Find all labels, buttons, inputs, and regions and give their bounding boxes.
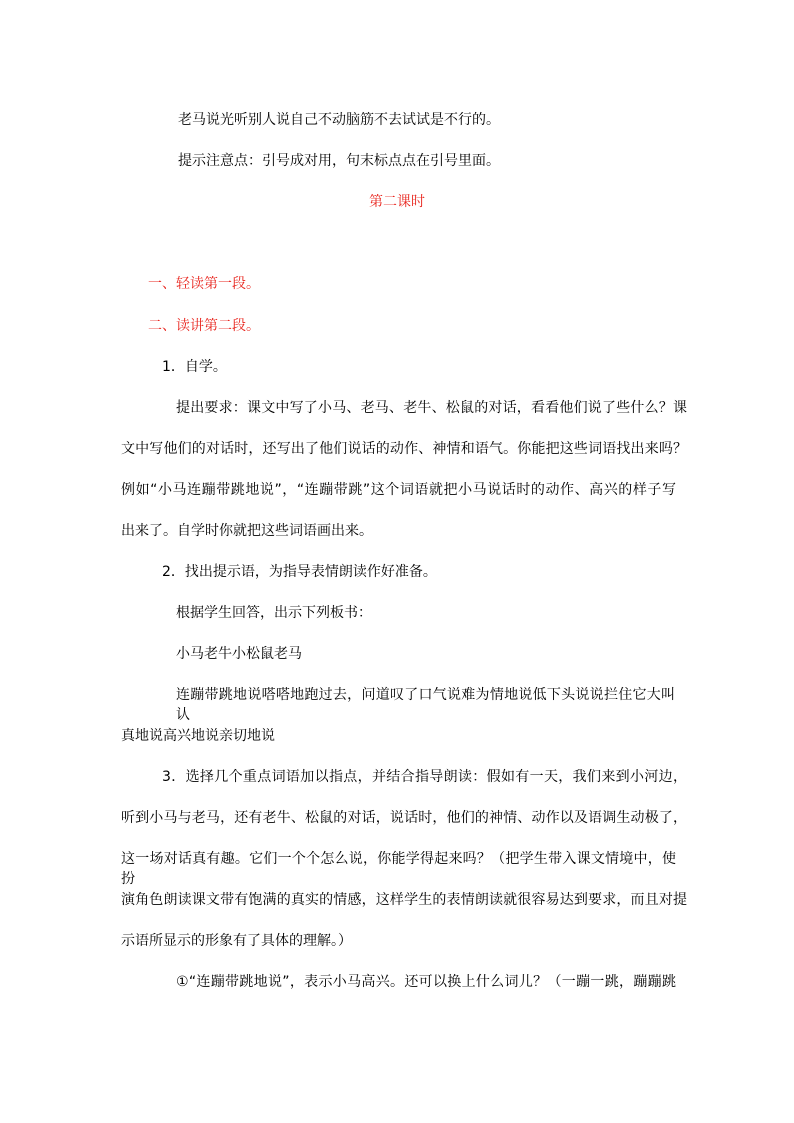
heading-part-2: 二、读讲第二段。: [148, 318, 260, 334]
step-1-para-line: 例如“小马连蹦带跳地说”，“连蹦带跳”这个词语就把小马说话时的动作、高兴的样子写: [121, 482, 676, 498]
step-3-para-line: 演角色朗读课文带有饱满的真实的情感，这样学生的表情朗读就很容易达到要求，而且对提: [121, 892, 687, 908]
section-title: 第二课时: [369, 194, 425, 210]
step-1-para-line: 文中写他们的对话时，还写出了他们说话的动作、神情和语气。你能把这些词语找出来吗？: [121, 441, 687, 457]
step-1-para-line: 出来了。自学时你就把这些词语画出来。: [121, 523, 373, 539]
step-2-label: 2．找出提示语，为指导表情朗读作好准备。: [162, 564, 437, 580]
step-3-para-line: 听到小马与老马，还有老牛、松鼠的对话，说话时，他们的神情、动作以及语调生动极了，: [121, 810, 687, 826]
step-3-para-line: 3．选择几个重点词语加以指点，并结合指导朗读：假如有一天，我们来到小河边，: [162, 769, 687, 785]
step-3-para-line: 示语所显示的形象有了具体的理解。）: [121, 933, 352, 949]
paragraph-line: 老马说光听别人说自己不动脑筋不去试试是不行的。: [178, 112, 500, 128]
heading-part-1: 一、轻读第一段。: [148, 276, 260, 292]
tip-line: 提示注意点：引号成对用，句末标点点在引号里面。: [178, 153, 500, 169]
step-2-answer-intro: 根据学生回答，出示下列板书：: [176, 605, 372, 621]
step-1-para-line: 提出要求：课文中写了小马、老马、老牛、松鼠的对话，看看他们说了些什么？课: [176, 400, 687, 416]
item-1-line: ①“连蹦带跳地说”，表示小马高兴。还可以换上什么词儿？（一蹦一跳，蹦蹦跳: [176, 974, 676, 990]
board-phrases-row: 真地说高兴地说亲切地说: [121, 728, 275, 744]
board-phrases-row: 连蹦带跳地说嗒嗒地跑过去，问道叹了口气说难为情地说低下头说说拦住它大叫认: [176, 687, 675, 723]
step-1-label: 1．自学。: [162, 359, 227, 375]
board-characters-row: 小马老牛小松鼠老马: [176, 646, 302, 662]
step-3-para-line: 这一场对话真有趣。它们一个个怎么说，你能学得起来吗？（把学生带入课文情境中，使扮: [121, 851, 676, 887]
